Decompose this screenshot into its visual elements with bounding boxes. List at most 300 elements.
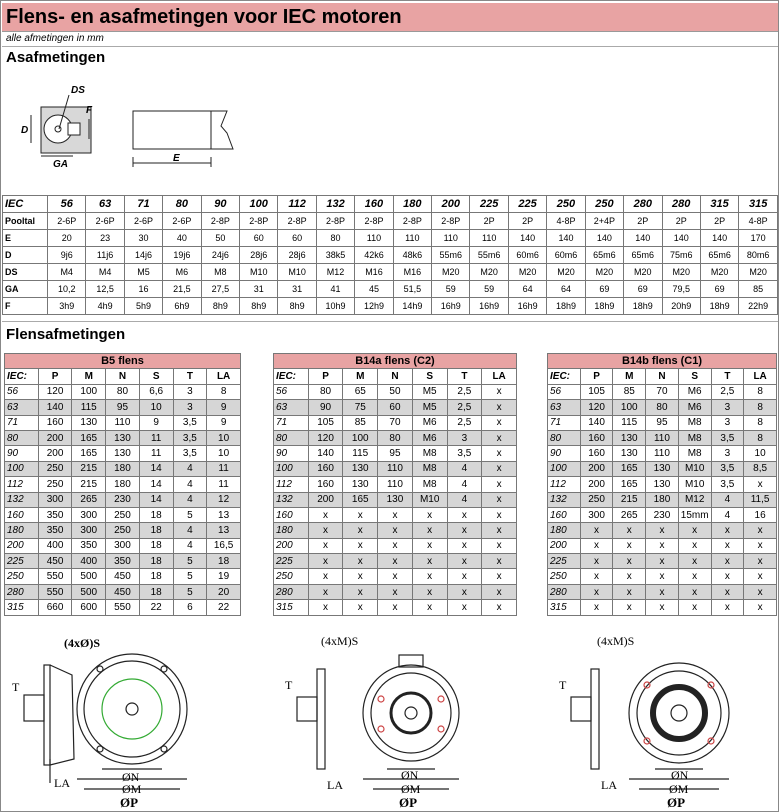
table-cell: M8	[201, 264, 239, 281]
table-cell: 90	[548, 446, 581, 461]
table-row	[5, 461, 241, 476]
table-cell: x	[646, 554, 679, 569]
table-cell: x	[482, 477, 517, 492]
table-cell: 2-8P	[201, 213, 239, 230]
table-cell: x	[412, 507, 447, 522]
table-cell: 60	[278, 230, 316, 247]
table-cell: 100	[274, 461, 309, 476]
table-cell: M20	[432, 264, 470, 281]
table-cell: 71	[548, 415, 581, 430]
table-cell: 69	[700, 281, 738, 298]
table-cell: 80	[378, 430, 413, 445]
table-row	[548, 492, 777, 507]
table-cell: x	[447, 569, 482, 584]
table-cell: 315	[274, 600, 309, 615]
label-la: LA	[601, 778, 617, 792]
table-cell: 250	[106, 523, 140, 538]
table-cell: 71	[274, 415, 309, 430]
table-cell: 140	[580, 415, 613, 430]
table-cell: 18	[139, 523, 173, 538]
table-cell: 660	[38, 600, 72, 615]
table-row	[274, 461, 517, 476]
table-cell: GA	[3, 281, 48, 298]
table-cell: x	[646, 523, 679, 538]
table-cell: 160	[580, 446, 613, 461]
table-cell: x	[343, 538, 378, 553]
table-cell: x	[678, 554, 711, 569]
table-cell: 250	[274, 569, 309, 584]
table-row	[3, 298, 778, 315]
table-cell: 8,5	[744, 461, 777, 476]
table-cell: LA	[482, 369, 517, 384]
table-cell: 110	[106, 415, 140, 430]
table-cell: 59	[470, 281, 508, 298]
table-cell: x	[447, 538, 482, 553]
table-cell: 100	[240, 196, 278, 213]
table-cell: 60m6	[508, 247, 546, 264]
table-cell: x	[308, 554, 343, 569]
table-cell: 80	[316, 230, 354, 247]
table-cell: 120	[308, 430, 343, 445]
table-cell: 14	[139, 477, 173, 492]
label-p: ØP	[399, 795, 418, 810]
table-cell: 12,5	[86, 281, 124, 298]
table-cell: 2,5	[447, 400, 482, 415]
table-cell: 3	[711, 415, 744, 430]
table-cell: IEC:	[5, 369, 39, 384]
table-cell: M10	[678, 477, 711, 492]
table-cell: 160	[274, 507, 309, 522]
table-cell: 95	[378, 446, 413, 461]
table-cell: 2-8P	[240, 213, 278, 230]
table-row	[548, 430, 777, 445]
table-cell: 10,2	[48, 281, 86, 298]
table-cell: 42k6	[355, 247, 393, 264]
table-cell: N	[106, 369, 140, 384]
table-cell: 350	[38, 507, 72, 522]
table-cell: M10	[678, 461, 711, 476]
table-cell: 400	[38, 538, 72, 553]
table-cell: 300	[106, 538, 140, 553]
label-n: ØN	[671, 768, 689, 782]
table-cell: 350	[106, 554, 140, 569]
table-cell: 3	[173, 384, 207, 399]
table-title: B5 flens	[5, 354, 241, 369]
table-cell: 300	[72, 523, 106, 538]
label-n: ØN	[401, 768, 419, 782]
table-cell: M10	[278, 264, 316, 281]
table-row	[548, 554, 777, 569]
table-cell: 9j6	[48, 247, 86, 264]
table-cell: 80	[274, 430, 309, 445]
table-cell: 3,5	[173, 430, 207, 445]
table-cell: 14h9	[393, 298, 431, 315]
table-cell: 50	[201, 230, 239, 247]
table-cell: M20	[508, 264, 546, 281]
table-cell: 8h9	[240, 298, 278, 315]
table-cell: 30	[124, 230, 162, 247]
table-cell: M20	[547, 264, 585, 281]
table-row	[274, 415, 517, 430]
table-cell: x	[482, 400, 517, 415]
table-cell: 16	[744, 507, 777, 522]
table-row	[548, 569, 777, 584]
divider	[2, 321, 778, 322]
table-cell: 115	[613, 415, 646, 430]
table-row	[548, 384, 777, 399]
table-cell: x	[343, 523, 378, 538]
table-cell: 110	[646, 446, 679, 461]
table-cell: 70	[646, 384, 679, 399]
label-m: ØM	[669, 782, 689, 796]
table-cell: T	[173, 369, 207, 384]
table-cell: 3	[711, 446, 744, 461]
table-header-row	[274, 369, 517, 384]
table-cell: x	[580, 538, 613, 553]
table-cell: 31	[278, 281, 316, 298]
table-cell: M12	[316, 264, 354, 281]
table-cell: x	[482, 415, 517, 430]
table-cell: M20	[700, 264, 738, 281]
label-s: (4xM)S	[597, 634, 635, 648]
table-cell: x	[412, 584, 447, 599]
table-cell: 85	[343, 415, 378, 430]
table-cell: 48k6	[393, 247, 431, 264]
table-cell: P	[38, 369, 72, 384]
table-cell: 550	[106, 600, 140, 615]
table-cell: 3,5	[447, 446, 482, 461]
table-cell: x	[308, 600, 343, 615]
table-cell: 60	[240, 230, 278, 247]
label-la: LA	[54, 776, 70, 790]
table-cell: 110	[470, 230, 508, 247]
table-cell: M6	[678, 384, 711, 399]
table-cell: 90	[201, 196, 239, 213]
table-cell: 16h9	[432, 298, 470, 315]
table-cell: x	[744, 538, 777, 553]
table-cell: 8h9	[201, 298, 239, 315]
table-cell: 250	[5, 569, 39, 584]
table-cell: M6	[412, 430, 447, 445]
table-cell: x	[412, 554, 447, 569]
table-cell: 6h9	[163, 298, 201, 315]
table-cell: x	[711, 538, 744, 553]
table-cell: 9	[207, 415, 241, 430]
table-cell: 2-6P	[163, 213, 201, 230]
table-cell: x	[378, 584, 413, 599]
table-cell: D	[3, 247, 48, 264]
table-cell: 300	[72, 507, 106, 522]
table-cell: x	[711, 523, 744, 538]
table-cell: 3,5	[173, 446, 207, 461]
table-cell: 63	[548, 400, 581, 415]
table-cell: M20	[624, 264, 662, 281]
table-cell: 250	[547, 196, 585, 213]
b14b-flange-table	[547, 353, 777, 616]
table-cell: M8	[412, 461, 447, 476]
table-cell: 2+4P	[585, 213, 623, 230]
label-ds: DS	[71, 85, 85, 96]
table-cell: 2-6P	[48, 213, 86, 230]
table-row	[5, 477, 241, 492]
table-cell: x	[613, 538, 646, 553]
table-cell: 56	[548, 384, 581, 399]
table-title: B14a flens (C2)	[274, 354, 517, 369]
table-cell: 19	[207, 569, 241, 584]
table-cell: M16	[355, 264, 393, 281]
table-cell: 65m6	[624, 247, 662, 264]
table-cell: 14	[139, 492, 173, 507]
table-cell: 11	[139, 446, 173, 461]
table-cell: 10	[207, 446, 241, 461]
table-cell: x	[744, 600, 777, 615]
table-cell: 5h9	[124, 298, 162, 315]
table-cell: 120	[38, 384, 72, 399]
table-cell: S	[678, 369, 711, 384]
table-row	[5, 523, 241, 538]
table-cell: 200	[308, 492, 343, 507]
table-cell: 65m6	[700, 247, 738, 264]
table-cell: 165	[72, 446, 106, 461]
table-cell: 350	[38, 523, 72, 538]
table-cell: x	[482, 538, 517, 553]
divider	[2, 46, 778, 47]
shaft-diagram	[1, 71, 779, 191]
table-cell: 105	[308, 415, 343, 430]
table-cell: 100	[613, 400, 646, 415]
table-cell: 2,5	[447, 384, 482, 399]
table-cell: 2-8P	[316, 213, 354, 230]
table-cell: 10h9	[316, 298, 354, 315]
table-cell: 64	[508, 281, 546, 298]
table-cell: 2-8P	[432, 213, 470, 230]
table-cell: 80	[548, 430, 581, 445]
table-cell: x	[613, 600, 646, 615]
table-cell: 100	[5, 461, 39, 476]
table-cell: 28j6	[278, 247, 316, 264]
table-cell: 180	[274, 523, 309, 538]
table-cell: 2P	[624, 213, 662, 230]
table-cell: 350	[72, 538, 106, 553]
table-row	[274, 584, 517, 599]
table-cell: M4	[86, 264, 124, 281]
table-cell: 280	[274, 584, 309, 599]
table-cell: 75	[343, 400, 378, 415]
table-cell: 4	[711, 492, 744, 507]
table-row	[548, 461, 777, 476]
table-cell: 90	[5, 446, 39, 461]
page-title: Flens- en asafmetingen voor IEC motoren	[2, 3, 778, 32]
table-cell: 85	[613, 384, 646, 399]
table-cell: 200	[580, 461, 613, 476]
table-cell: F	[3, 298, 48, 315]
table-cell: 9	[207, 400, 241, 415]
table-cell: 130	[343, 477, 378, 492]
table-cell: 400	[72, 554, 106, 569]
table-cell: 28j6	[240, 247, 278, 264]
table-title-row	[548, 354, 777, 369]
table-cell: x	[646, 600, 679, 615]
table-row	[3, 281, 778, 298]
table-cell: 55m6	[470, 247, 508, 264]
table-cell: IEC:	[274, 369, 309, 384]
table-cell: DS	[3, 264, 48, 281]
table-cell: 18h9	[547, 298, 585, 315]
table-cell: 120	[580, 400, 613, 415]
table-cell: x	[678, 600, 711, 615]
table-cell: 2-6P	[86, 213, 124, 230]
table-cell: 315	[548, 600, 581, 615]
table-row	[5, 384, 241, 399]
table-cell: P	[580, 369, 613, 384]
table-cell: LA	[207, 369, 241, 384]
table-cell: 80m6	[739, 247, 778, 264]
table-cell: x	[412, 569, 447, 584]
table-cell: M8	[678, 415, 711, 430]
table-cell: 3,5	[711, 461, 744, 476]
table-cell: 112	[278, 196, 316, 213]
table-cell: 180	[106, 477, 140, 492]
table-cell: 12	[207, 492, 241, 507]
table-cell: 15mm	[678, 507, 711, 522]
table-row	[3, 230, 778, 247]
table-cell: x	[580, 600, 613, 615]
table-cell: 280	[5, 584, 39, 599]
b14a-flange-table	[273, 353, 517, 616]
table-cell: 115	[343, 446, 378, 461]
table-row	[3, 213, 778, 230]
table-cell: x	[646, 584, 679, 599]
table-cell: M20	[662, 264, 700, 281]
table-cell: 60m6	[547, 247, 585, 264]
table-cell: 300	[38, 492, 72, 507]
table-cell: M	[72, 369, 106, 384]
table-row	[274, 477, 517, 492]
table-cell: 110	[355, 230, 393, 247]
table-cell: x	[711, 584, 744, 599]
b14b-flange-diagram	[547, 629, 777, 811]
table-cell: 225	[274, 554, 309, 569]
table-cell: 4h9	[86, 298, 124, 315]
table-cell: 2P	[700, 213, 738, 230]
table-cell: 315	[5, 600, 39, 615]
table-cell: 18h9	[624, 298, 662, 315]
table-cell: 112	[274, 477, 309, 492]
table-cell: 3	[173, 400, 207, 415]
table-cell: 38k5	[316, 247, 354, 264]
table-cell: LA	[744, 369, 777, 384]
table-cell: 14j6	[124, 247, 162, 264]
table-cell: M5	[124, 264, 162, 281]
table-cell: 315	[739, 196, 778, 213]
table-cell: 56	[5, 384, 39, 399]
table-cell: x	[580, 569, 613, 584]
table-cell: 225	[508, 196, 546, 213]
table-cell: 165	[613, 477, 646, 492]
table-cell: 85	[739, 281, 778, 298]
table-row	[548, 507, 777, 522]
table-cell: 18	[139, 584, 173, 599]
table-row	[274, 430, 517, 445]
table-cell: 18	[139, 554, 173, 569]
table-cell: x	[678, 523, 711, 538]
table-cell: 64	[547, 281, 585, 298]
table-cell: 6,6	[139, 384, 173, 399]
table-cell: 69	[624, 281, 662, 298]
table-cell: 215	[72, 477, 106, 492]
table-cell: x	[412, 523, 447, 538]
label-d: D	[21, 125, 29, 136]
table-cell: 2-6P	[124, 213, 162, 230]
table-cell: 18	[207, 554, 241, 569]
table-cell: IEC	[3, 196, 48, 213]
table-cell: N	[378, 369, 413, 384]
table-row	[5, 415, 241, 430]
table-cell: 140	[585, 230, 623, 247]
table-cell: 130	[72, 415, 106, 430]
table-cell: 180	[548, 523, 581, 538]
table-cell: 18h9	[700, 298, 738, 315]
label-m: ØM	[401, 782, 421, 796]
table-cell: 112	[5, 477, 39, 492]
table-cell: M8	[412, 446, 447, 461]
table-cell: 100	[72, 384, 106, 399]
label-s: (4xM)S	[321, 634, 359, 648]
table-cell: x	[378, 600, 413, 615]
shaft-table	[2, 195, 778, 315]
table-cell: x	[378, 554, 413, 569]
table-cell: 215	[72, 461, 106, 476]
table-cell: 110	[378, 461, 413, 476]
table-cell: 3	[711, 400, 744, 415]
table-cell: 10	[139, 400, 173, 415]
table-title-row	[5, 354, 241, 369]
table-cell: 165	[72, 430, 106, 445]
table-cell: x	[482, 569, 517, 584]
table-cell: x	[447, 584, 482, 599]
table-cell: 280	[662, 196, 700, 213]
table-cell: 200	[38, 430, 72, 445]
table-cell: 2P	[662, 213, 700, 230]
table-cell: M8	[412, 477, 447, 492]
table-cell: 140	[38, 400, 72, 415]
table-cell: 3	[447, 430, 482, 445]
table-cell: 500	[72, 569, 106, 584]
table-row	[274, 538, 517, 553]
table-cell: 180	[646, 492, 679, 507]
table-cell: x	[412, 600, 447, 615]
table-cell: x	[580, 523, 613, 538]
table-cell: 105	[580, 384, 613, 399]
table-cell: x	[447, 600, 482, 615]
table-cell: 95	[646, 415, 679, 430]
table-cell: 140	[308, 446, 343, 461]
table-title-row	[274, 354, 517, 369]
table-cell: 80	[106, 384, 140, 399]
table-cell: 130	[343, 461, 378, 476]
table-cell: 13	[207, 507, 241, 522]
table-cell: M16	[393, 264, 431, 281]
table-cell: 500	[72, 584, 106, 599]
table-cell: x	[678, 569, 711, 584]
table-cell: 250	[585, 196, 623, 213]
table-cell: 4	[711, 507, 744, 522]
table-cell: 600	[72, 600, 106, 615]
table-cell: S	[412, 369, 447, 384]
table-cell: 50	[378, 384, 413, 399]
table-cell: x	[378, 507, 413, 522]
table-cell: 90	[274, 446, 309, 461]
